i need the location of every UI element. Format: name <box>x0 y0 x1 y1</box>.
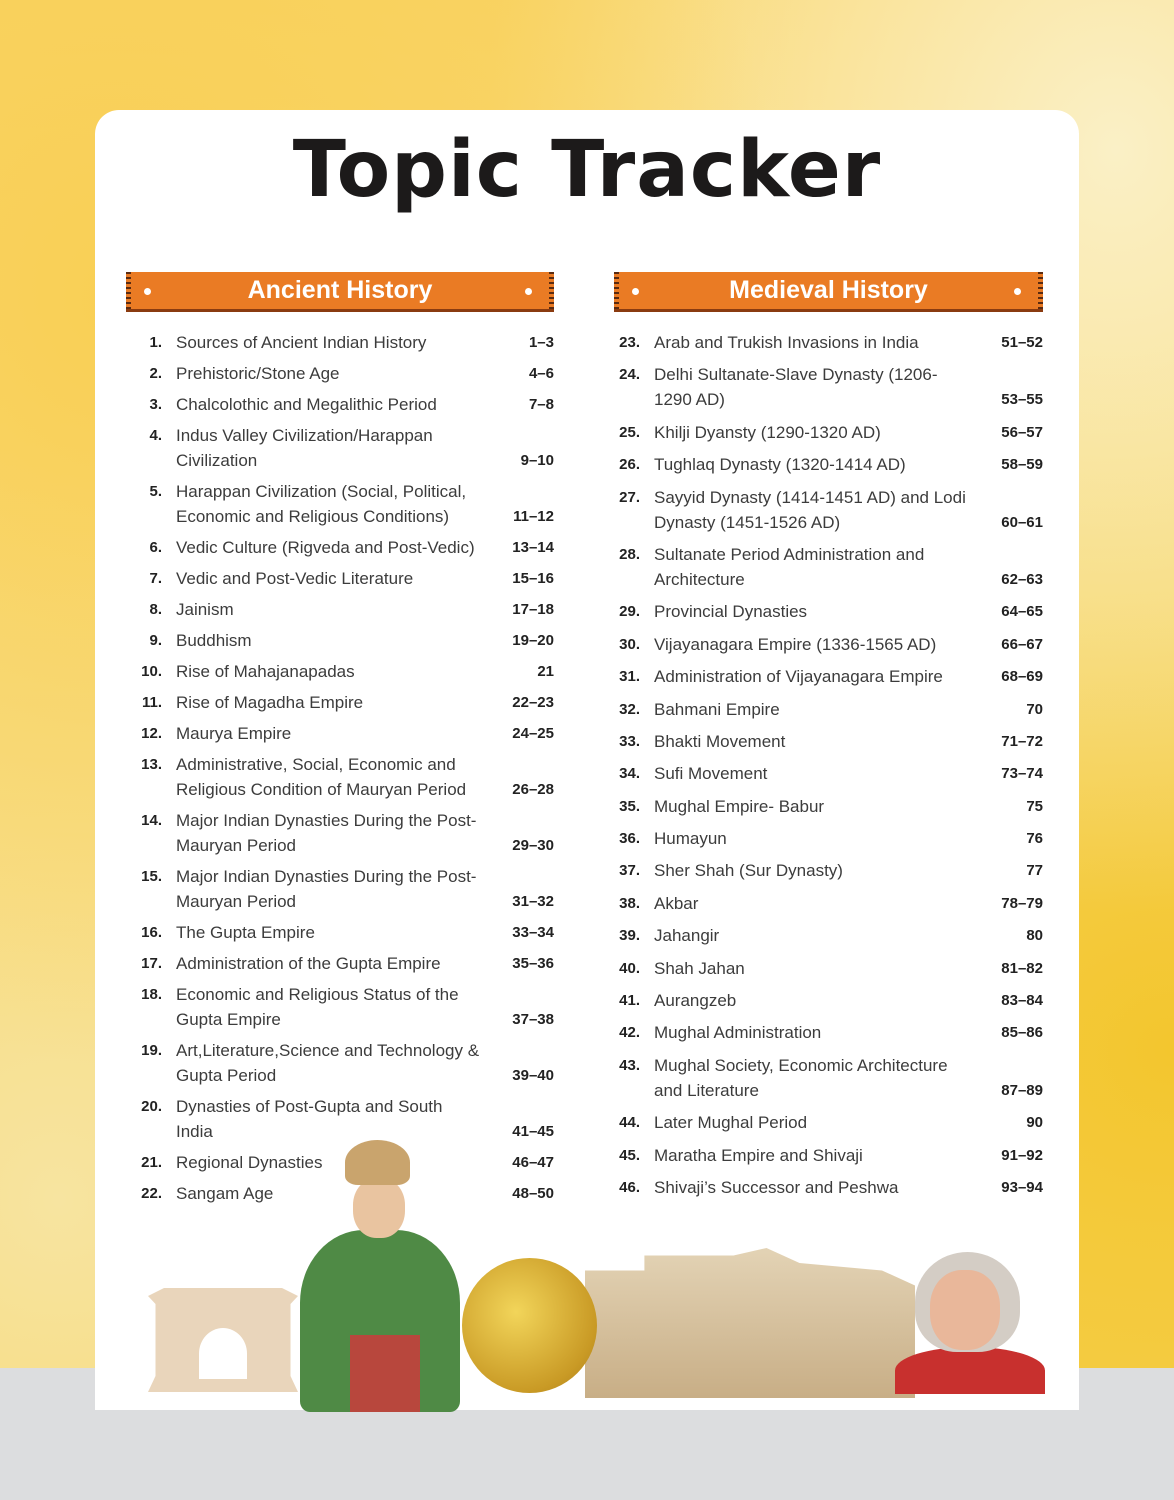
topic-number: 27. <box>619 488 640 506</box>
topic-pages: 48–50 <box>512 1185 554 1202</box>
topic-pages: 70 <box>1026 700 1043 718</box>
topic-title: Humayun <box>654 829 727 849</box>
topic-number: 16. <box>141 924 162 941</box>
topic-number: 6. <box>149 539 162 556</box>
topic-title: Prehistoric/Stone Age <box>176 364 340 383</box>
topic-row <box>614 697 1043 722</box>
topic-title: Chalcolothic and Megalithic Period <box>176 395 437 414</box>
topic-pages: 64–65 <box>1001 603 1043 621</box>
topic-row <box>126 920 554 945</box>
topic-row <box>614 794 1043 819</box>
topic-title: Dynasties of Post-Gupta and South India <box>176 1097 443 1141</box>
topic-row <box>126 628 554 653</box>
topic-title: Bahmani Empire <box>654 699 780 719</box>
topic-pages: 39–40 <box>512 1067 554 1084</box>
topic-title: Sher Shah (Sur Dynasty) <box>654 861 843 881</box>
topic-title: Regional Dynasties <box>176 1153 323 1172</box>
topic-pages: 81–82 <box>1001 959 1043 977</box>
topic-pages: 93–94 <box>1001 1178 1043 1196</box>
topic-row <box>614 956 1043 981</box>
topic-number: 19. <box>141 1042 162 1059</box>
topic-row <box>126 479 554 529</box>
topic-number: 24. <box>619 366 640 384</box>
topic-row <box>614 1053 1043 1103</box>
topic-title: Sangam Age <box>176 1184 274 1203</box>
topic-title: Mughal Society, Economic Architecture and Literature <box>654 1055 948 1100</box>
topic-title: Akbar <box>654 893 699 913</box>
bullet-dot-icon <box>144 288 151 295</box>
topic-pages: 90 <box>1026 1114 1043 1132</box>
topic-title: Major Indian Dynasties During the Post-Mauryan Period <box>176 867 477 911</box>
topic-row <box>126 535 554 560</box>
topic-row <box>614 362 1043 412</box>
gold-coin-illustration <box>462 1258 597 1393</box>
topic-pages: 77 <box>1026 862 1043 880</box>
topic-number: 40. <box>619 959 640 977</box>
topic-number: 31. <box>619 668 640 686</box>
bullet-dot-icon <box>632 288 639 295</box>
topic-pages: 15–16 <box>512 570 554 587</box>
topic-title: Arab and Trukish Invasions in India <box>654 333 919 352</box>
topic-number: 13. <box>141 756 162 773</box>
topic-row <box>614 420 1043 445</box>
topic-pages: 9–10 <box>520 452 554 469</box>
topic-row <box>126 566 554 591</box>
topic-title: Administration of Vijayanagara Empire <box>654 667 943 687</box>
topic-title: Bhakti Movement <box>654 731 786 751</box>
topic-row <box>126 392 554 417</box>
topic-number: 22. <box>141 1185 162 1202</box>
topic-number: 41. <box>619 992 640 1010</box>
topic-title: Economic and Religious Status of the Gupta Empire <box>176 985 459 1029</box>
topic-pages: 35–36 <box>512 955 554 972</box>
topic-row <box>614 330 1043 355</box>
topic-row <box>126 721 554 746</box>
topic-number: 20. <box>141 1098 162 1115</box>
topic-title: Vedic Culture (Rigveda and Post-Vedic) <box>176 538 475 557</box>
topic-number: 29. <box>619 603 640 621</box>
topic-title: Major Indian Dynasties During the Post-Mauryan Period <box>176 811 477 855</box>
topic-list <box>614 330 1043 1200</box>
topic-number: 10. <box>141 663 162 680</box>
topic-row <box>614 1175 1043 1200</box>
topic-pages: 85–86 <box>1001 1024 1043 1042</box>
topic-title: Sources of Ancient Indian History <box>176 333 427 352</box>
topic-title: Maratha Empire and Shivaji <box>654 1145 863 1165</box>
topic-pages: 26–28 <box>512 781 554 798</box>
topic-number: 36. <box>619 830 640 848</box>
topic-number: 3. <box>149 396 162 413</box>
topic-pages: 29–30 <box>512 837 554 854</box>
topic-pages: 66–67 <box>1001 635 1043 653</box>
topic-number: 46. <box>619 1178 640 1196</box>
topic-row <box>126 951 554 976</box>
topic-number: 2. <box>149 365 162 382</box>
topic-title: Jainism <box>176 600 234 619</box>
topic-title: Administration of the Gupta Empire <box>176 954 441 973</box>
portrait-illustration <box>895 1252 1045 1394</box>
topic-row <box>126 752 554 802</box>
topic-row <box>614 485 1043 535</box>
topic-pages: 19–20 <box>512 632 554 649</box>
topic-pages: 4–6 <box>528 365 554 382</box>
topic-number: 4. <box>149 427 162 444</box>
topic-row <box>614 542 1043 592</box>
topic-pages: 13–14 <box>512 539 554 556</box>
topic-row <box>614 664 1043 689</box>
topic-number: 23. <box>619 334 640 351</box>
topic-number: 15. <box>141 868 162 885</box>
topic-title: Later Mughal Period <box>654 1113 808 1133</box>
topic-row <box>614 761 1043 786</box>
topic-pages: 58–59 <box>1001 456 1043 474</box>
topic-pages: 68–69 <box>1001 668 1043 686</box>
topic-title: Art,Literature,Science and Technology & Gupta Period <box>176 1041 480 1085</box>
topic-number: 37. <box>619 862 640 880</box>
topic-title: Shivaji’s Successor and Peshwa <box>654 1177 899 1197</box>
topic-number: 35. <box>619 797 640 815</box>
topic-title: Vedic and Post-Vedic Literature <box>176 569 414 588</box>
topic-row <box>614 923 1043 948</box>
topic-row <box>126 690 554 715</box>
topic-number: 30. <box>619 635 640 653</box>
bullet-dot-icon <box>1014 288 1021 295</box>
topic-row <box>614 729 1043 754</box>
topic-title: Tughlaq Dynasty (1320-1414 AD) <box>654 455 906 475</box>
topic-row <box>126 330 554 355</box>
topic-pages: 17–18 <box>512 601 554 618</box>
topic-row <box>126 423 554 473</box>
topic-number: 44. <box>619 1114 640 1132</box>
topic-pages: 56–57 <box>1001 423 1043 441</box>
topic-row <box>126 808 554 858</box>
topic-number: 18. <box>141 986 162 1003</box>
topic-title: Khilji Dyansty (1290-1320 AD) <box>654 422 881 442</box>
topic-pages: 83–84 <box>1001 992 1043 1010</box>
section-heading: Ancient History <box>247 276 433 304</box>
topic-title: Indus Valley Civilization/Harappan Civilization <box>176 426 433 470</box>
topic-title: Mughal Administration <box>654 1023 822 1043</box>
topic-number: 9. <box>149 632 162 649</box>
topic-row <box>614 1143 1043 1168</box>
topic-list <box>126 330 554 1206</box>
topic-title: Mughal Empire- Babur <box>654 796 825 816</box>
topic-row <box>126 1094 554 1144</box>
topic-title: Buddhism <box>176 631 252 650</box>
topic-pages: 11–12 <box>513 508 554 525</box>
topic-number: 25. <box>619 423 640 441</box>
topic-row <box>614 891 1043 916</box>
topic-title: Delhi Sultanate-Slave Dynasty (1206-1290 AD) <box>654 365 938 410</box>
topic-number: 21. <box>141 1154 162 1171</box>
topic-number: 12. <box>141 725 162 742</box>
topic-number: 45. <box>619 1146 640 1164</box>
topic-pages: 51–52 <box>1001 334 1043 351</box>
topic-row <box>126 597 554 622</box>
topic-title: Sayyid Dynasty (1414-1451 AD) and Lodi Dynasty (1451-1526 AD) <box>654 487 966 532</box>
topic-row <box>614 599 1043 624</box>
topic-pages: 33–34 <box>512 924 554 941</box>
topic-number: 42. <box>619 1024 640 1042</box>
topic-title: Harappan Civilization (Social, Political, Economic and Religious Conditions) <box>176 482 467 526</box>
topic-title: Sufi Movement <box>654 764 768 784</box>
topic-number: 43. <box>619 1056 640 1074</box>
topic-title: Maurya Empire <box>176 724 292 743</box>
topic-row <box>614 858 1043 883</box>
topic-number: 32. <box>619 700 640 718</box>
section-banner <box>614 272 1043 312</box>
topic-number: 39. <box>619 927 640 945</box>
topic-title: Rise of Mahajanapadas <box>176 662 355 681</box>
topic-pages: 37–38 <box>512 1011 554 1028</box>
topic-pages: 41–45 <box>512 1123 554 1140</box>
topic-pages: 71–72 <box>1001 732 1043 750</box>
topic-pages: 7–8 <box>528 396 554 413</box>
topic-pages: 53–55 <box>1001 391 1043 409</box>
topic-row <box>126 864 554 914</box>
topic-number: 11. <box>141 694 162 711</box>
topic-title: Aurangzeb <box>654 991 737 1011</box>
topic-number: 28. <box>619 545 640 563</box>
topic-number: 33. <box>619 732 640 750</box>
topic-pages: 78–79 <box>1001 894 1043 912</box>
topic-pages: 21 <box>537 663 554 680</box>
bullet-dot-icon <box>525 288 532 295</box>
topic-title: Shah Jahan <box>654 958 745 978</box>
topic-pages: 75 <box>1026 797 1043 815</box>
section-ancient-history <box>126 272 554 1212</box>
topic-pages: 87–89 <box>1001 1081 1043 1099</box>
topic-number: 14. <box>141 812 162 829</box>
topic-title: Provincial Dynasties <box>654 602 808 622</box>
topic-number: 17. <box>141 955 162 972</box>
topic-row <box>614 826 1043 851</box>
topic-pages: 31–32 <box>512 893 554 910</box>
topic-row <box>126 659 554 684</box>
mughal-emperor-illustration <box>295 1140 470 1412</box>
topic-row <box>126 1038 554 1088</box>
topic-number: 1. <box>149 334 162 351</box>
topic-title: The Gupta Empire <box>176 923 315 942</box>
topic-pages: 91–92 <box>1001 1146 1043 1164</box>
topic-pages: 73–74 <box>1001 765 1043 783</box>
topic-pages: 22–23 <box>512 694 554 711</box>
colonial-building-illustration <box>585 1248 915 1398</box>
topic-row <box>614 1110 1043 1135</box>
topic-row <box>614 452 1043 477</box>
topic-title: Sultanate Period Administration and Architecture <box>654 544 925 589</box>
topic-number: 34. <box>619 765 640 783</box>
topic-pages: 24–25 <box>512 725 554 742</box>
topic-title: Administrative, Social, Economic and Religious Condition of Mauryan Period <box>176 755 467 799</box>
topic-pages: 60–61 <box>1001 513 1043 531</box>
topic-title: Rise of Magadha Empire <box>176 693 364 712</box>
section-banner <box>126 272 554 312</box>
topic-row <box>614 1020 1043 1045</box>
topic-number: 7. <box>149 570 162 587</box>
topic-title: Jahangir <box>654 926 720 946</box>
topic-pages: 80 <box>1026 927 1043 945</box>
section-medieval-history <box>614 272 1043 1207</box>
topic-pages: 46–47 <box>512 1154 554 1171</box>
topic-row <box>126 361 554 386</box>
topic-pages: 62–63 <box>1001 570 1043 588</box>
topic-title: Vijayanagara Empire (1336-1565 AD) <box>654 634 937 654</box>
topic-number: 26. <box>619 456 640 474</box>
topic-pages: 1–3 <box>528 334 554 351</box>
topic-pages: 76 <box>1026 830 1043 848</box>
topic-number: 38. <box>619 894 640 912</box>
page-title: Topic Tracker <box>292 125 882 215</box>
topic-row <box>614 632 1043 657</box>
topic-number: 5. <box>149 483 162 500</box>
section-heading: Medieval History <box>729 276 928 304</box>
topic-number: 8. <box>149 601 162 618</box>
topic-row <box>614 988 1043 1013</box>
topic-row <box>126 982 554 1032</box>
